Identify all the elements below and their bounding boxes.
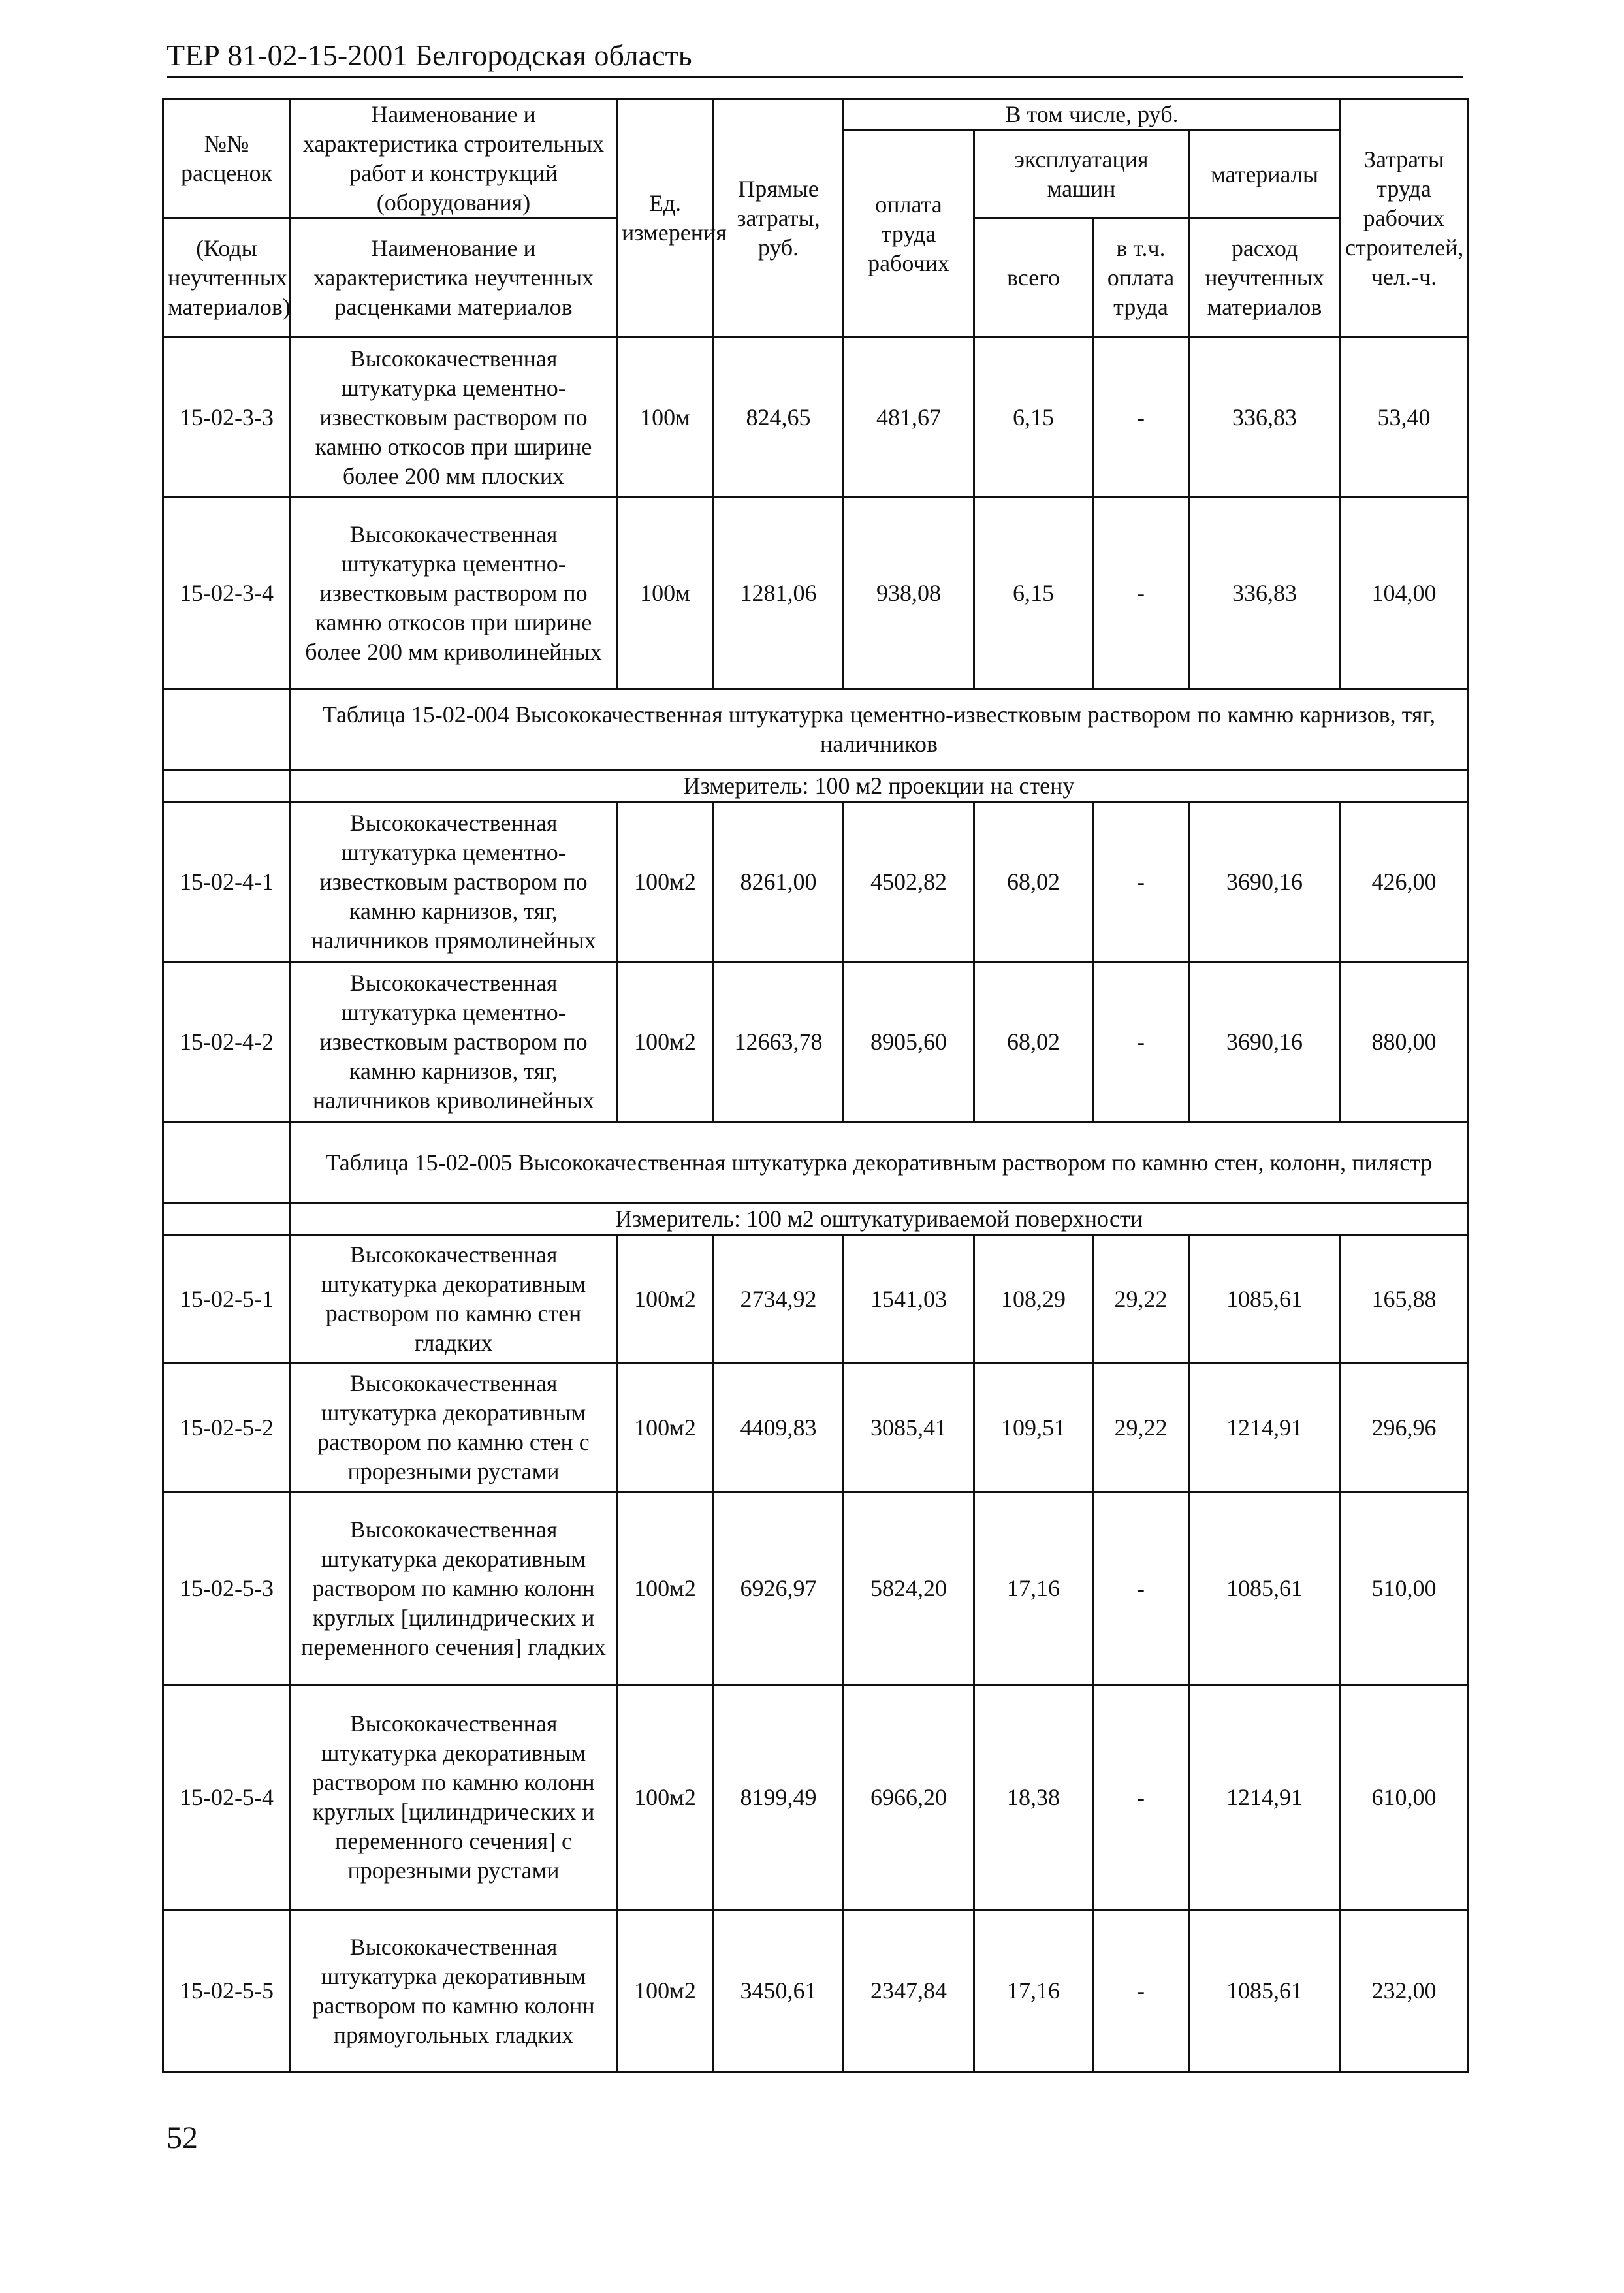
unit-cell: 100м xyxy=(617,498,714,689)
materials-cell: 336,83 xyxy=(1189,498,1341,689)
labor-cell: 426,00 xyxy=(1341,802,1468,962)
title-spacer xyxy=(163,689,291,771)
labor-cell: 510,00 xyxy=(1341,1492,1468,1685)
rate-name: Высококачественная штукатурка цементно-известковым раствором по камню откосов при ширине более 200 мм криволинейных xyxy=(291,498,617,689)
direct-cost-cell: 6926,97 xyxy=(714,1492,844,1685)
unit-cell: 100м2 xyxy=(617,1910,714,2072)
materials-cell: 1085,61 xyxy=(1189,1910,1341,2072)
rate-code: 15-02-4-1 xyxy=(163,802,291,962)
machines-total-cell: 18,38 xyxy=(974,1685,1093,1910)
materials-cell: 336,83 xyxy=(1189,338,1341,498)
materials-cell: 1214,91 xyxy=(1189,1685,1341,1910)
col-header-unit: Ед. измерения xyxy=(617,99,714,338)
rate-code: 15-02-4-2 xyxy=(163,962,291,1122)
machines-total-cell: 17,16 xyxy=(974,1492,1093,1685)
direct-cost-cell: 8199,49 xyxy=(714,1685,844,1910)
col-header-code-materials: (Коды неучтенных материалов) xyxy=(163,219,291,338)
wage-cell: 3085,41 xyxy=(844,1364,974,1492)
rate-code: 15-02-5-5 xyxy=(163,1910,291,2072)
direct-cost-cell: 2734,92 xyxy=(714,1235,844,1364)
rate-name: Высококачественная штукатурка декоративным раствором по камню стен гладких xyxy=(291,1235,617,1364)
measure-spacer xyxy=(163,771,291,802)
unit-cell: 100м2 xyxy=(617,962,714,1122)
table-row xyxy=(163,962,1468,1122)
unit-cell: 100м2 xyxy=(617,802,714,962)
measure-004: Измеритель: 100 м2 проекции на стену xyxy=(291,771,1468,802)
machines-wage-cell: - xyxy=(1093,1910,1189,2072)
wage-cell: 1541,03 xyxy=(844,1235,974,1364)
unit-cell: 100м2 xyxy=(617,1235,714,1364)
labor-cell: 104,00 xyxy=(1341,498,1468,689)
direct-cost-cell: 3450,61 xyxy=(714,1910,844,2072)
page-number: 52 xyxy=(167,2121,198,2155)
wage-cell: 5824,20 xyxy=(844,1492,974,1685)
table-row xyxy=(163,1492,1468,1685)
wage-cell: 938,08 xyxy=(844,498,974,689)
machines-wage-cell: - xyxy=(1093,338,1189,498)
col-header-machines: эксплуатация машин xyxy=(974,131,1189,219)
unit-cell: 100м2 xyxy=(617,1364,714,1492)
rate-name: Высококачественная штукатурка декоративным раствором по камню колонн круглых [цилиндрических и переменного сечения] гладких xyxy=(291,1492,617,1685)
table-row xyxy=(163,338,1468,498)
labor-cell: 610,00 xyxy=(1341,1685,1468,1910)
col-header-name: Наименование и характеристика строительных работ и конструкций (оборудования) xyxy=(291,99,617,219)
unit-cell: 100м2 xyxy=(617,1685,714,1910)
table-row xyxy=(163,802,1468,962)
measure-005: Измеритель: 100 м2 оштукатуриваемой поверхности xyxy=(291,1204,1468,1235)
col-header-including: В том числе, руб. xyxy=(844,99,1341,131)
col-header-code: №№ расценок xyxy=(163,99,291,219)
machines-total-cell: 108,29 xyxy=(974,1235,1093,1364)
labor-cell: 296,96 xyxy=(1341,1364,1468,1492)
table-row xyxy=(163,1910,1468,2072)
direct-cost-cell: 12663,78 xyxy=(714,962,844,1122)
machines-total-cell: 6,15 xyxy=(974,498,1093,689)
unit-cell: 100м xyxy=(617,338,714,498)
col-header-materials: материалы xyxy=(1189,131,1341,219)
machines-total-cell: 17,16 xyxy=(974,1910,1093,2072)
table-row xyxy=(163,1235,1468,1364)
table-row xyxy=(163,1685,1468,1910)
table-row xyxy=(163,1364,1468,1492)
labor-cell: 53,40 xyxy=(1341,338,1468,498)
wage-cell: 6966,20 xyxy=(844,1685,974,1910)
rate-code: 15-02-5-4 xyxy=(163,1685,291,1910)
direct-cost-cell: 4409,83 xyxy=(714,1364,844,1492)
col-header-machines-total: всего xyxy=(974,219,1093,338)
col-header-name-materials: Наименование и характеристика неучтенных расценками материалов xyxy=(291,219,617,338)
machines-wage-cell: - xyxy=(1093,1685,1189,1910)
page-header: ТЕР 81-02-15-2001 Белгородская область xyxy=(167,36,1463,78)
rate-name: Высококачественная штукатурка декоративным раствором по камню стен с прорезными рустами xyxy=(291,1364,617,1492)
rate-name: Высококачественная штукатурка декоративным раствором по камню колонн круглых [цилиндрических и переменного сечения] с прорезными рустами xyxy=(291,1685,617,1910)
rate-code: 15-02-5-1 xyxy=(163,1235,291,1364)
rate-name: Высококачественная штукатурка цементно-известковым раствором по камню откосов при ширине более 200 мм плоских xyxy=(291,338,617,498)
section-title-004: Таблица 15-02-004 Высококачественная штукатурка цементно-известковым раствором по камню карнизов, тяг, наличников xyxy=(291,689,1468,771)
rate-name: Высококачественная штукатурка цементно-известковым раствором по камню карнизов, тяг, наличников прямолинейных xyxy=(291,802,617,962)
machines-wage-cell: 29,22 xyxy=(1093,1235,1189,1364)
machines-total-cell: 109,51 xyxy=(974,1364,1093,1492)
machines-wage-cell: - xyxy=(1093,802,1189,962)
measure-spacer xyxy=(163,1204,291,1235)
labor-cell: 232,00 xyxy=(1341,1910,1468,2072)
wage-cell: 8905,60 xyxy=(844,962,974,1122)
materials-cell: 3690,16 xyxy=(1189,802,1341,962)
rate-name: Высококачественная штукатурка декоративным раствором по камню колонн прямоугольных гладких xyxy=(291,1910,617,2072)
wage-cell: 2347,84 xyxy=(844,1910,974,2072)
machines-wage-cell: - xyxy=(1093,498,1189,689)
col-header-wage: оплата труда рабочих xyxy=(844,131,974,338)
machines-wage-cell: - xyxy=(1093,962,1189,1122)
title-spacer xyxy=(163,1122,291,1204)
labor-cell: 880,00 xyxy=(1341,962,1468,1122)
materials-cell: 1085,61 xyxy=(1189,1235,1341,1364)
col-header-materials-usage: расход неучтенных материалов xyxy=(1189,219,1341,338)
col-header-direct: Прямые затраты, руб. xyxy=(714,99,844,338)
rates-table xyxy=(162,98,1469,2073)
col-header-labor: Затраты труда рабочих строителей, чел.-ч. xyxy=(1341,99,1468,338)
direct-cost-cell: 1281,06 xyxy=(714,498,844,689)
section-title-005: Таблица 15-02-005 Высококачественная штукатурка декоративным раствором по камню стен, колонн, пилястр xyxy=(291,1122,1468,1204)
direct-cost-cell: 824,65 xyxy=(714,338,844,498)
machines-total-cell: 6,15 xyxy=(974,338,1093,498)
machines-wage-cell: 29,22 xyxy=(1093,1364,1189,1492)
materials-cell: 3690,16 xyxy=(1189,962,1341,1122)
materials-cell: 1214,91 xyxy=(1189,1364,1341,1492)
direct-cost-cell: 8261,00 xyxy=(714,802,844,962)
table-row xyxy=(163,498,1468,689)
wage-cell: 481,67 xyxy=(844,338,974,498)
machines-total-cell: 68,02 xyxy=(974,962,1093,1122)
machines-wage-cell: - xyxy=(1093,1492,1189,1685)
rate-name: Высококачественная штукатурка цементно-известковым раствором по камню карнизов, тяг, наличников криволинейных xyxy=(291,962,617,1122)
machines-total-cell: 68,02 xyxy=(974,802,1093,962)
labor-cell: 165,88 xyxy=(1341,1235,1468,1364)
rate-code: 15-02-5-3 xyxy=(163,1492,291,1685)
rate-code: 15-02-3-4 xyxy=(163,498,291,689)
rate-code: 15-02-5-2 xyxy=(163,1364,291,1492)
wage-cell: 4502,82 xyxy=(844,802,974,962)
materials-cell: 1085,61 xyxy=(1189,1492,1341,1685)
col-header-machines-wage: в т.ч. оплата труда xyxy=(1093,219,1189,338)
rate-code: 15-02-3-3 xyxy=(163,338,291,498)
unit-cell: 100м2 xyxy=(617,1492,714,1685)
